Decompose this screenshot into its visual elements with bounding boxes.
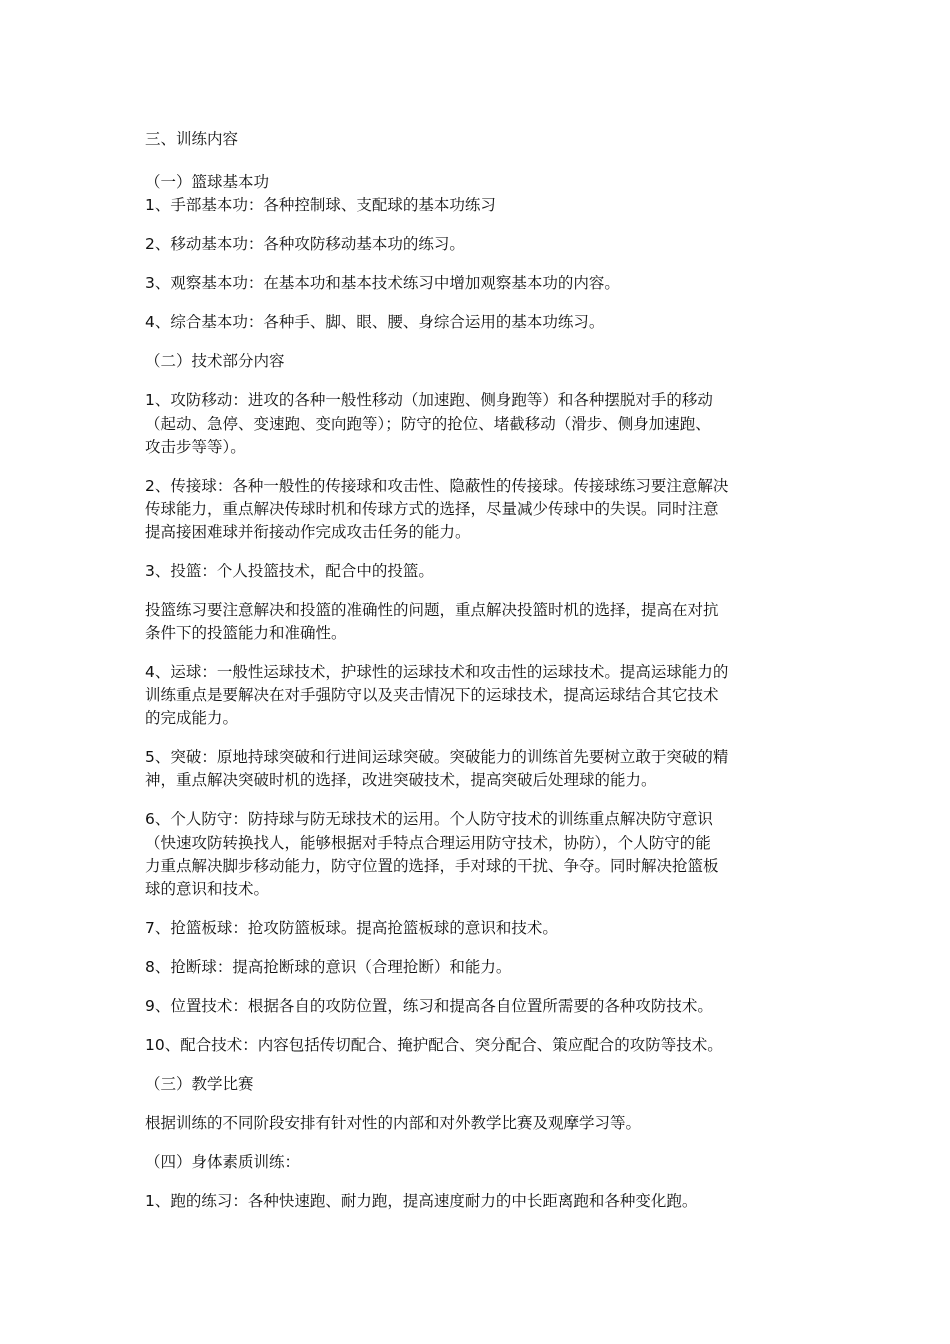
paragraph-line: 5、突破：原地持球突破和行进间运球突破。突破能力的训练首先要树立敢于突破的精: [145, 748, 729, 766]
paragraph-line: 3、观察基本功：在基本功和基本技术练习中增加观察基本功的内容。: [145, 274, 620, 292]
paragraph-line: 根据训练的不同阶段安排有针对性的内部和对外教学比赛及观摩学习等。: [145, 1114, 642, 1132]
paragraph-line: 提高接困难球并衔接动作完成攻击任务的能力。: [145, 523, 471, 541]
paragraph-line: 攻击步等等）。: [145, 438, 246, 456]
paragraph-line: 神，重点解决突破时机的选择，改进突破技术，提高突破后处理球的能力。: [145, 771, 657, 789]
paragraph-line: 9、位置技术：根据各自的攻防位置，练习和提高各自位置所需要的各种攻防技术。: [145, 997, 713, 1015]
paragraph-line: 条件下的投篮能力和准确性。: [145, 624, 347, 642]
paragraph-line: 1、跑的练习：各种快速跑、耐力跑，提高速度耐力的中长距离跑和各种变化跑。: [145, 1192, 698, 1210]
paragraph-line: 2、传接球：各种一般性的传接球和攻击性、隐蔽性的传接球。传接球练习要注意解决: [145, 477, 729, 495]
paragraph-line: 投篮练习要注意解决和投篮的准确性的问题，重点解决投篮时机的选择，提高在对抗: [145, 601, 719, 619]
paragraph-line: 力重点解决脚步移动能力，防守位置的选择，手对球的干扰、争夺。同时解决抢篮板: [145, 857, 719, 875]
subsection-heading: （四）身体素质训练：: [145, 1153, 301, 1171]
paragraph-line: 2、移动基本功：各种攻防移动基本功的练习。: [145, 235, 465, 253]
paragraph-line: 1、攻防移动：进攻的各种一般性移动（加速跑、侧身跑等）和各种摆脱对手的移动: [145, 391, 713, 409]
paragraph-line: 8、抢断球：提高抢断球的意识（合理抢断）和能力。: [145, 958, 512, 976]
paragraph-line: 7、抢篮板球：抢攻防篮板球。提高抢篮板球的意识和技术。: [145, 919, 558, 937]
paragraph-line: 1、手部基本功：各种控制球、支配球的基本功练习: [145, 196, 496, 214]
paragraph-line: （快速攻防转换找人，能够根据对手特点合理运用防守技术，协防），个人防守的能: [145, 834, 711, 852]
paragraph-line: 传球能力，重点解决传球时机和传球方式的选择，尽量减少传球中的失误。同时注意: [145, 500, 719, 518]
paragraph-line: 4、运球：一般性运球技术，护球性的运球技术和攻击性的运球技术。提高运球能力的: [145, 663, 729, 681]
paragraph-line: 的完成能力。: [145, 709, 239, 727]
paragraph-line: 10、配合技术：内容包括传切配合、掩护配合、突分配合、策应配合的攻防等技术。: [145, 1036, 723, 1054]
paragraph-line: 6、个人防守：防持球与防无球技术的运用。个人防守技术的训练重点解决防守意识: [145, 810, 713, 828]
section-heading: 三、训练内容: [145, 130, 239, 148]
paragraph-line: 3、投篮：个人投篮技术，配合中的投篮。: [145, 562, 434, 580]
subsection-heading: （三）教学比赛: [145, 1075, 254, 1093]
paragraph-line: 球的意识和技术。: [145, 880, 270, 898]
paragraph-line: （起动、急停、变速跑、变向跑等）；防守的抢位、堵截移动（滑步、侧身加速跑、: [145, 415, 711, 433]
paragraph-line: 4、综合基本功：各种手、脚、眼、腰、身综合运用的基本功练习。: [145, 313, 605, 331]
subsection-heading: （一）篮球基本功: [145, 173, 270, 191]
subsection-heading: （二）技术部分内容: [145, 352, 285, 370]
paragraph-line: 训练重点是要解决在对手强防守以及夹击情况下的运球技术，提高运球结合其它技术: [145, 686, 719, 704]
